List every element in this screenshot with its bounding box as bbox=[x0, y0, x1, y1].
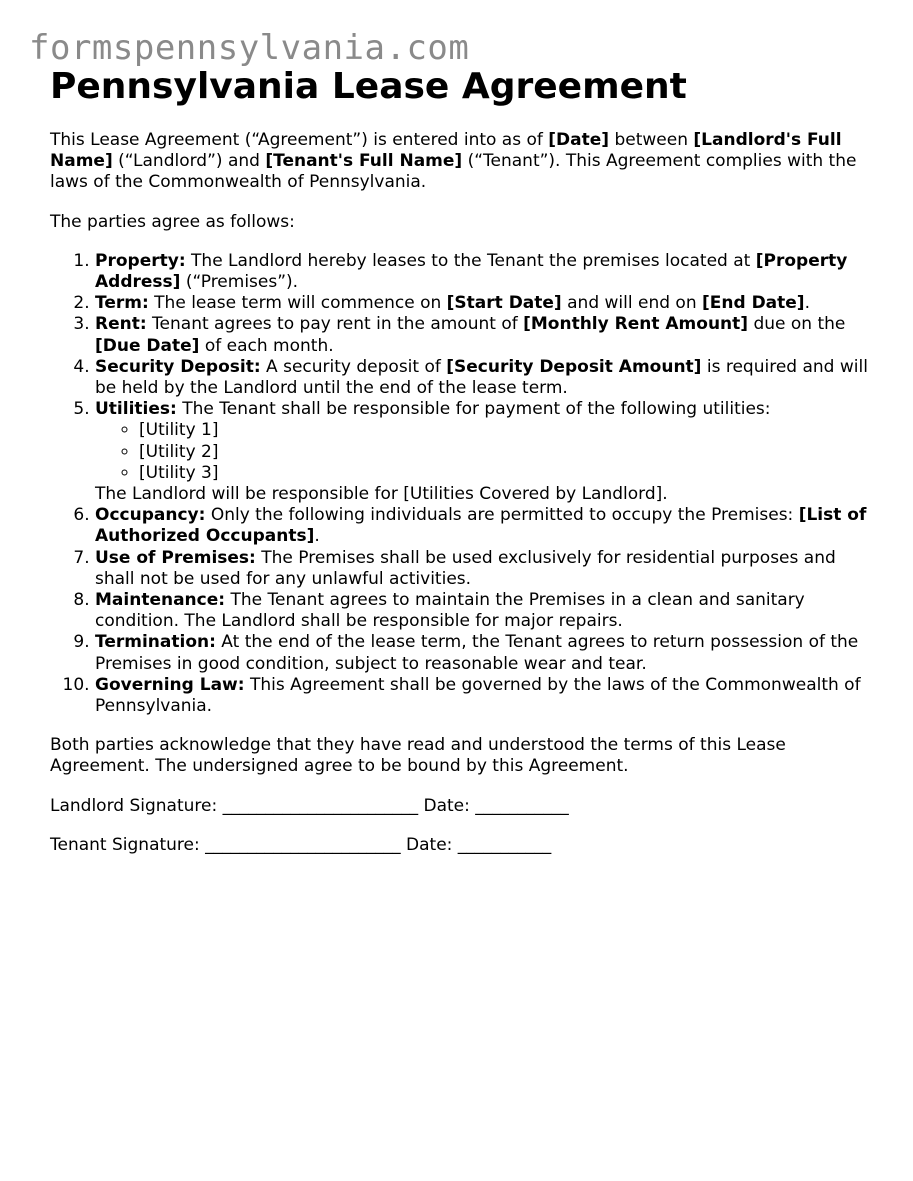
term-duration: 2. Term: The lease term will commence on [Start Date] and will end on [End Date]. bbox=[95, 293, 870, 314]
utility-item: ◦ [Utility 1] bbox=[139, 420, 870, 441]
date-placeholder: [Date] bbox=[548, 130, 610, 150]
term-occupancy: 6. Occupancy: Only the following individuals are permitted to occupy the Premises: [List of Authorized Occupants]. bbox=[95, 505, 870, 547]
landlord-name-placeholder: [Landlord's Full Name] bbox=[50, 130, 842, 172]
utilities-list bbox=[95, 420, 870, 484]
utility-item: ◦ [Utility 2] bbox=[139, 442, 870, 463]
agree-statement: The parties agree as follows: bbox=[50, 211, 295, 232]
term-rent: 3. Rent: Tenant agrees to pay rent in the amount of [Monthly Rent Amount] due on the [Due Date] of each month. bbox=[95, 314, 870, 356]
site-watermark: formspennsylvania.com bbox=[29, 28, 470, 68]
intro-paragraph: This Lease Agreement (“Agreement”) is entered into as of [Date] between [Landlord's Full Name] (“Landlord”) and [Tenant's Full Name] (“Tenant”). This Agreement complies with the laws of the Commonwealth of Pennsylvania. bbox=[50, 130, 857, 193]
tenant-signature-line: Tenant Signature: _______________________ Date: ___________ bbox=[50, 834, 552, 855]
acknowledgement-paragraph: Both parties acknowledge that they have read and understood the terms of this Lease Agreement. The undersigned agree to be bound by this Agreement. bbox=[50, 735, 786, 777]
term-termination: 9. Termination: At the end of the lease term, the Tenant agrees to return possession of the Premises in good condition, subject to reasonable wear and tear. bbox=[95, 632, 870, 674]
landlord-signature-line: Landlord Signature: _______________________ Date: ___________ bbox=[50, 795, 569, 816]
page-title: Pennsylvania Lease Agreement bbox=[50, 66, 687, 107]
term-use-of-premises: 7. Use of Premises: The Premises shall be used exclusively for residential purposes and shall not be used for any unlawful activities. bbox=[95, 548, 870, 590]
term-governing-law: 10. Governing Law: This Agreement shall be governed by the laws of the Commonwealth of Pennsylvania. bbox=[95, 675, 870, 717]
terms-list bbox=[50, 251, 870, 717]
term-security-deposit: 4. Security Deposit: A security deposit of [Security Deposit Amount] is required and will be held by the Landlord until the end of the lease term. bbox=[95, 357, 870, 399]
term-maintenance: 8. Maintenance: The Tenant agrees to maintain the Premises in a clean and sanitary condition. The Landlord shall be responsible for major repairs. bbox=[95, 590, 870, 632]
utility-item: ◦ [Utility 3] bbox=[139, 463, 870, 484]
term-property: 1. Property: The Landlord hereby leases to the Tenant the premises located at [Property Address] (“Premises”). bbox=[95, 251, 870, 293]
landlord-utilities-note: The Landlord will be responsible for [Utilities Covered by Landlord]. bbox=[95, 484, 668, 505]
lease-document bbox=[50, 64, 870, 856]
tenant-name-placeholder: [Tenant's Full Name] bbox=[265, 151, 463, 172]
term-utilities: 5. Utilities: The Tenant shall be responsible for payment of the following utilities: ◦ [Utility 1] ◦ [Utility 2] ◦ [Utility 3] The Landlord will be responsible for [Utilities Covered by Landlord]. bbox=[95, 399, 870, 505]
